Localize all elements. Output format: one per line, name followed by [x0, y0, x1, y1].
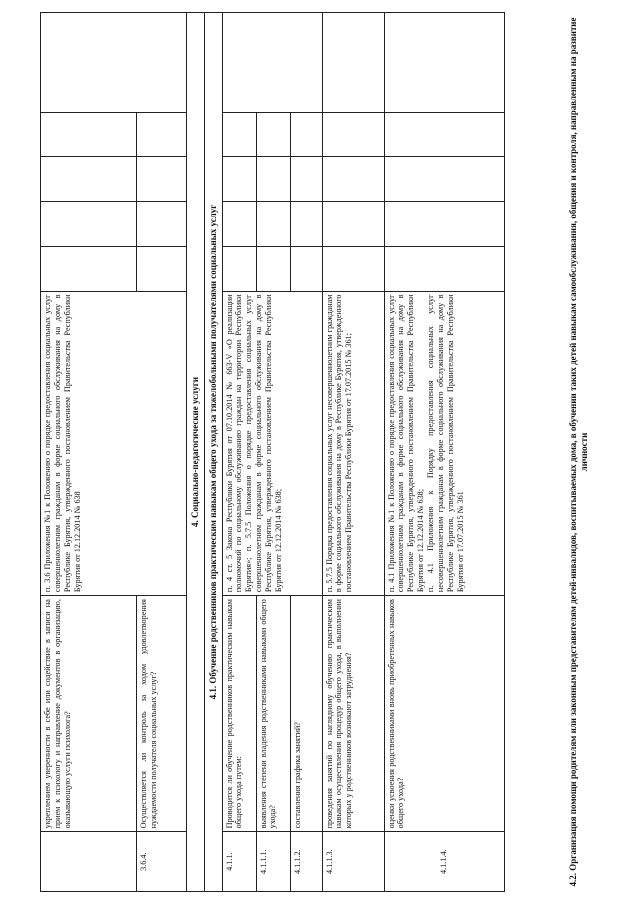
subsection-title: 4.1. Обучение родственников практическим навыкам общего ухода за тяжелобольными получателями социальных услуг: [204, 13, 222, 892]
row-number: [41, 832, 137, 892]
answer-cell: [256, 246, 290, 291]
answer-cell: [290, 112, 322, 157]
answer-cell: [384, 157, 504, 202]
answer-cell: [222, 246, 256, 291]
table-row: [222, 13, 256, 892]
answer-cell: [384, 246, 504, 291]
answer-cell: [384, 202, 504, 247]
table-row: [322, 13, 384, 892]
row-note: [322, 13, 384, 113]
answer-cell: [222, 157, 256, 202]
answer-cell: [322, 157, 384, 202]
row-note: [384, 13, 504, 113]
answer-cell: [41, 112, 137, 157]
row-note: [41, 13, 187, 113]
answer-cell: [322, 246, 384, 291]
answer-cell: [137, 112, 187, 157]
row-question: укреплением уверенности в себе или содействие в записи на прием к психологу и направление документов в организацию, оказывающую услуги психолога?: [41, 596, 137, 832]
answer-cell: [290, 157, 322, 202]
row-legal-basis: п. 3.6 Приложения №1 к Положению о порядке предоставления социальных услуг совершеннолетним гражданам в форме социального обслуживания на дому в Республике Бурятия, утвержденного постановлением Правительства Республики Бурятия от 12.12.2014 № 638: [41, 291, 187, 596]
row-number: 4.1.1.4.: [384, 832, 504, 892]
answer-cell: [41, 157, 137, 202]
answer-cell: [222, 112, 256, 157]
answer-cell: [322, 202, 384, 247]
row-question: проведения занятий по наглядному обучению практическим навыкам осуществления процедур общего ухода, в выполнении которых у родственников возникают затруднения?: [322, 596, 384, 832]
table-row: [41, 13, 137, 892]
answer-cell: [137, 202, 187, 247]
answer-cell: [384, 112, 504, 157]
row-question: составления графика занятий?: [290, 596, 322, 832]
answer-cell: [41, 246, 137, 291]
row-number: 4.1.1.1.: [256, 832, 290, 892]
answer-cell: [41, 202, 137, 247]
row-question: выявления степени владения родственниками навыками общего ухода?: [256, 596, 290, 832]
section-header-row: [187, 13, 205, 892]
checklist-table: [40, 12, 505, 892]
answer-cell: [256, 157, 290, 202]
row-question: оценки усвоения родственниками вновь приобретенных навыков общего ухода?: [384, 596, 504, 832]
row-question: Осуществляется ли контроль за ходом удовлетворения нуждаемости получателя социальных услуг?: [137, 596, 187, 832]
subsection-title-4-2: 4.2. Организация помощи родителям или законным представителям детей-инвалидов, воспитываемых дома, в обучении таких детей навыкам самообслуживания, общения и контроля, направленным на развитие личности: [568, 17, 590, 887]
answer-cell: [256, 112, 290, 157]
rotated-page: [40, 12, 600, 892]
subsection-header-row: [204, 13, 222, 892]
row-number: 4.1.1.: [222, 832, 256, 892]
row-note: [222, 13, 322, 113]
table-row: [384, 13, 504, 892]
answer-cell: [222, 202, 256, 247]
row-legal-basis: п. 4 ст. 5 Закона Республики Бурятия от 07.10.2014 № 663-V «О реализации полномочий по социальному обслуживанию граждан на территории Республики Бурятия»; п. 5.7.5 Положения о порядке предоставления социальных услуг совершеннолетним гражданам в форме социального обслуживания на дому в Республике Бурятия, утвержденного постановлением Правительства Республики Бурятия от 12.12.2014 № 638;: [222, 291, 322, 596]
row-question: Проводится ли обучение родственников практическим навыкам общего ухода путем:: [222, 596, 256, 832]
row-number: 4.1.1.2.: [290, 832, 322, 892]
row-legal-basis: п. 4.1 Приложения №1 к Положению о порядке предоставления социальных услуг совершеннолетним гражданам в форме социального обслуживания на дому в Республике Бурятия, утвержденного постановлением Правительства Республики Бурятия от 12.12.2014 № 638; п. 4.1 Приложения к Порядку предоставления социальных услуг несовершеннолетним гражданам в форме социального обслуживания на дому в Республике Бурятия, утвержденного постановлением Правительства Республики Бурятия от 17.07.2015 № 361: [384, 291, 504, 596]
answer-cell: [137, 246, 187, 291]
answer-cell: [290, 202, 322, 247]
answer-cell: [290, 246, 322, 291]
answer-cell: [322, 112, 384, 157]
row-number: 4.1.1.3.: [322, 832, 384, 892]
answer-cell: [256, 202, 290, 247]
section-title: 4. Социально-педагогические услуги: [187, 13, 205, 892]
row-number: 3.6.4.: [137, 832, 187, 892]
answer-cell: [137, 157, 187, 202]
row-legal-basis: п. 5.7.5 Порядка предоставления социальных услуг несовершеннолетним гражданам в форме социального обслуживания на дому в Республике Бурятия, утвержденного постановлением Правительства Республики Бурятия от 17.07.2015 № 361;: [322, 291, 384, 596]
